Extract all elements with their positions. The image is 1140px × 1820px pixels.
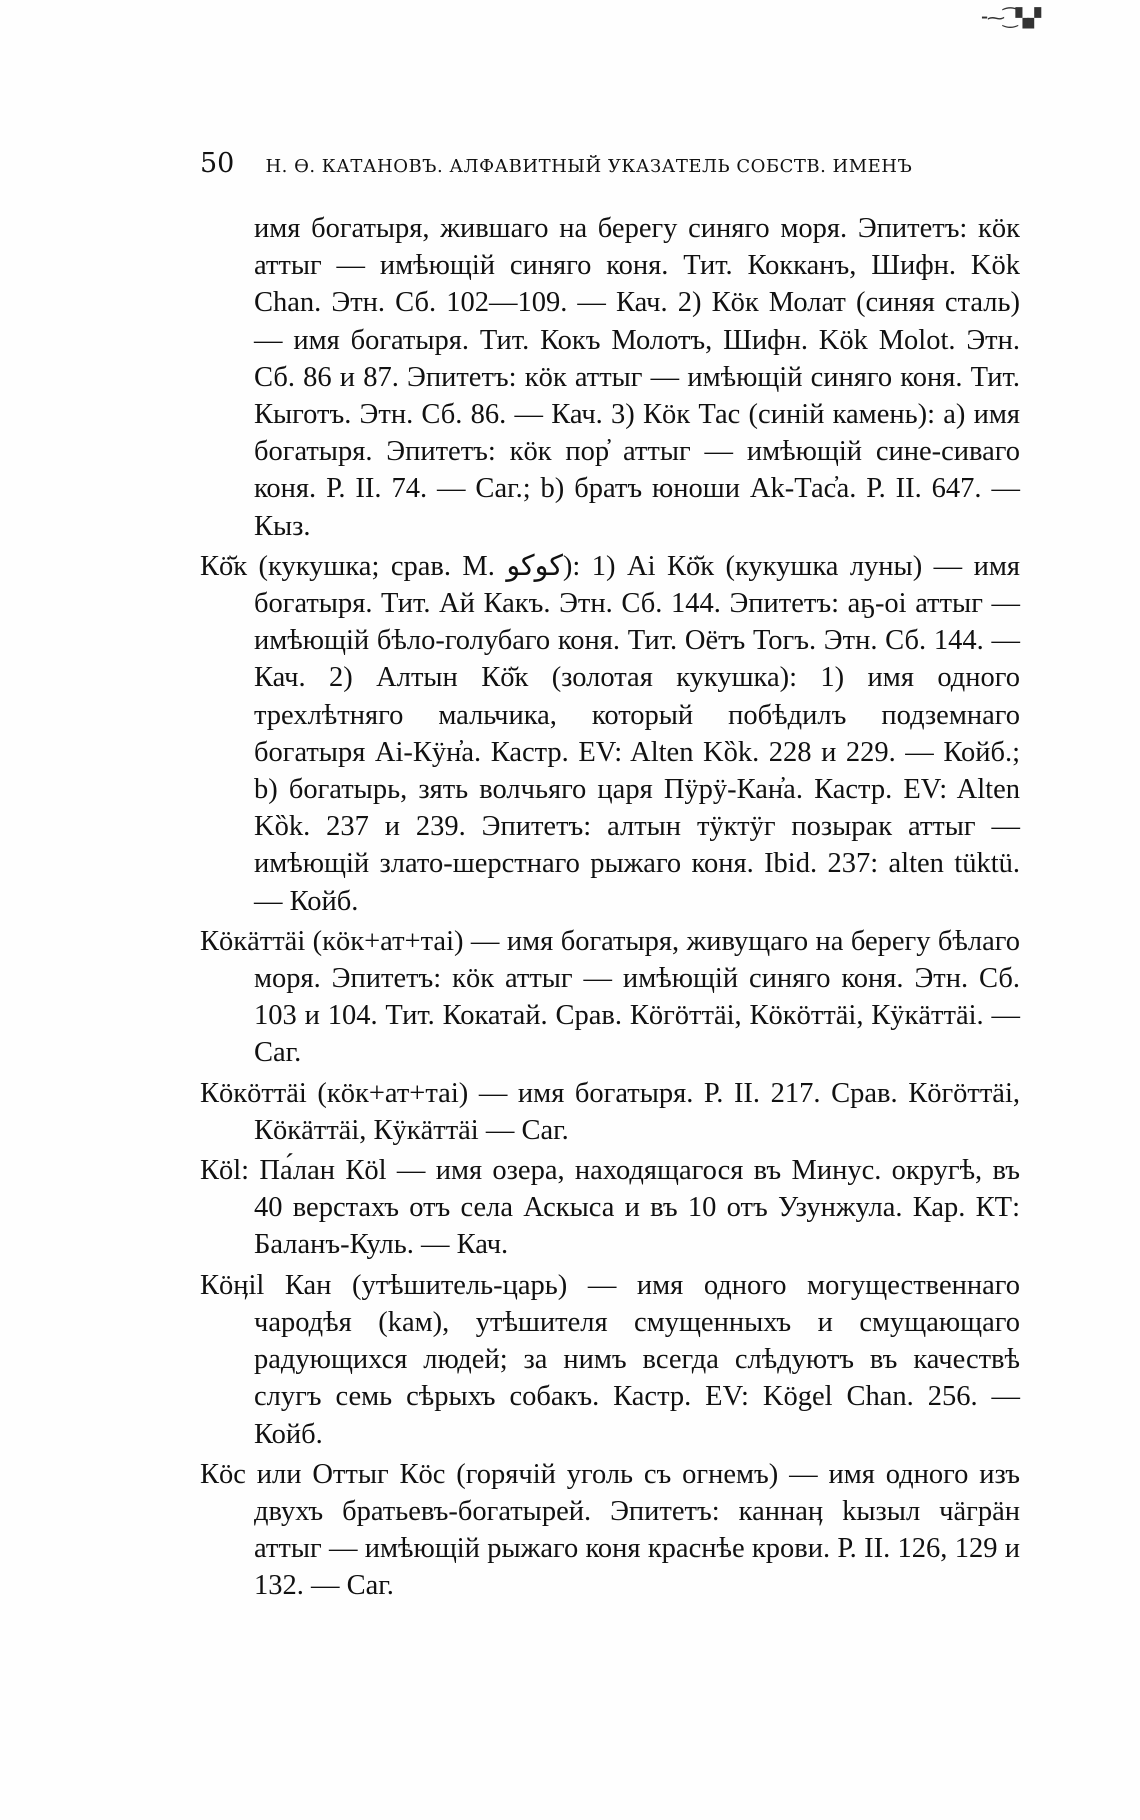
dictionary-body: [200, 210, 1020, 1605]
entry-kokattai: Кӧкäттäі (кӧк+ат+таі) — имя богатыря, живущаго на берегу бѣлаго моря. Эпитетъ: кӧк аттыг — имѣющій синяго коня. Этн. Сб. 103 и 104. Тит. Кокатай. Срав. Кӧгӧттäі, Кӧкӧттäі, Кӱкäттäі. — Саг.: [200, 925, 1020, 1069]
page-number: 50: [200, 148, 235, 179]
running-title: Н. Ѳ. КАТАНОВЪ. АЛФАВИТНЫЙ УКАЗАТЕЛЬ СОБСТВ. ИМЕНЪ: [265, 156, 913, 177]
entry-konil-kan: Кӧӊіl Кан (утѣшитель-царь) — имя одного могущественнаго чародѣя (kам), утѣшителя смущенныхъ и смущающаго радующихся людей; за нимъ всегда слѣдуютъ въ качествѣ слугъ семь сѣрыхъ собакъ. Кастр. EV: Kögel Chan. 256. — Койб.: [200, 1269, 1020, 1450]
entry-kok-continuation: имя богатыря, жившаго на берегу синяго моря. Эпитетъ: кӧк аттыг — имѣющій синяго коня. Тит. Кокканъ, Шифн. Kök Chan. Этн. Сб. 102—109. — Кач. 2) Кӧк Молат (синяя сталь) — имя богатыря. Тит. Кокъ Молотъ, Шифн. Kök Molot. Этн. Сб. 86 и 87. Эпитетъ: кӧк аттыг — имѣющій синяго коня. Тит. Кыготъ. Этн. Сб. 86. — Кач. 3) Кӧк Тас (синій камень): a) имя богатыря. Эпитетъ: кӧк пор̓ аттыг — имѣющій сине-сиваго коня. Р. II. 74. — Саг.; b) братъ юноши Аk-Тас̓а. Р. II. 647. — Кыз.: [254, 213, 1020, 542]
print-smudge: ⁃⁓⁐▚▞: [980, 8, 1040, 29]
entry-kokottai: Кӧкӧттäі (кӧк+ат+таі) — имя богатыря. Р. II. 217. Срав. Кӧгӧттäі, Кӧкäттäі, Кӱкäттäі — Саг.: [200, 1077, 1020, 1146]
running-header: [200, 148, 1030, 179]
entry-kol: Кӧl: Па́лан Кӧl — имя озера, находящагося въ Минус. округѣ, въ 40 верстахъ отъ села Аскыса и въ 10 отъ Узунжула. Кар. КТ: Баланъ-Куль. — Кач.: [200, 1155, 1020, 1261]
entry-kos: Кӧс или Оттыг Кӧс (горячій уголь съ огнемъ) — имя одного изъ двухъ братьевъ-богатырей. Эпитетъ: каннаӊ kызыл чäгрäн аттыг — имѣющій рыжаго коня краснѣе крови. Р. II. 126, 129 и 132. — Саг.: [200, 1458, 1020, 1602]
entry-kok-cuckoo: Кӧ̆к (кукушка; срав. М. کوكو): 1) Ai Кӧ̆к (кукушка луны) — имя богатыря. Тит. Ай Какъ. Этн. Сб. 144. Эпитетъ: аҕ-оі аттыг — имѣющій бѣло-голубаго коня. Тит. Оётъ Тогъ. Этн. Сб. 144. — Кач. 2) Алтын Кӧ̆к (золотая кукушка): 1) имя одного трехлѣтняго мальчика, который побѣдилъ подземнаго богатыря Аі-Кӱн̓а. Кастр. EV: Alten Kȍk. 228 и 229. — Койб.; b) богатырь, зять волчьяго царя Пӱрӱ-Кан̓а. Кастр. EV: Alten Kȍk. 237 и 239. Эпитетъ: алтын тӱктӱг позырак аттыг — имѣющій злато-шерстнаго рыжаго коня. Ibid. 237: alten tüktü. — Койб.: [200, 550, 1020, 917]
